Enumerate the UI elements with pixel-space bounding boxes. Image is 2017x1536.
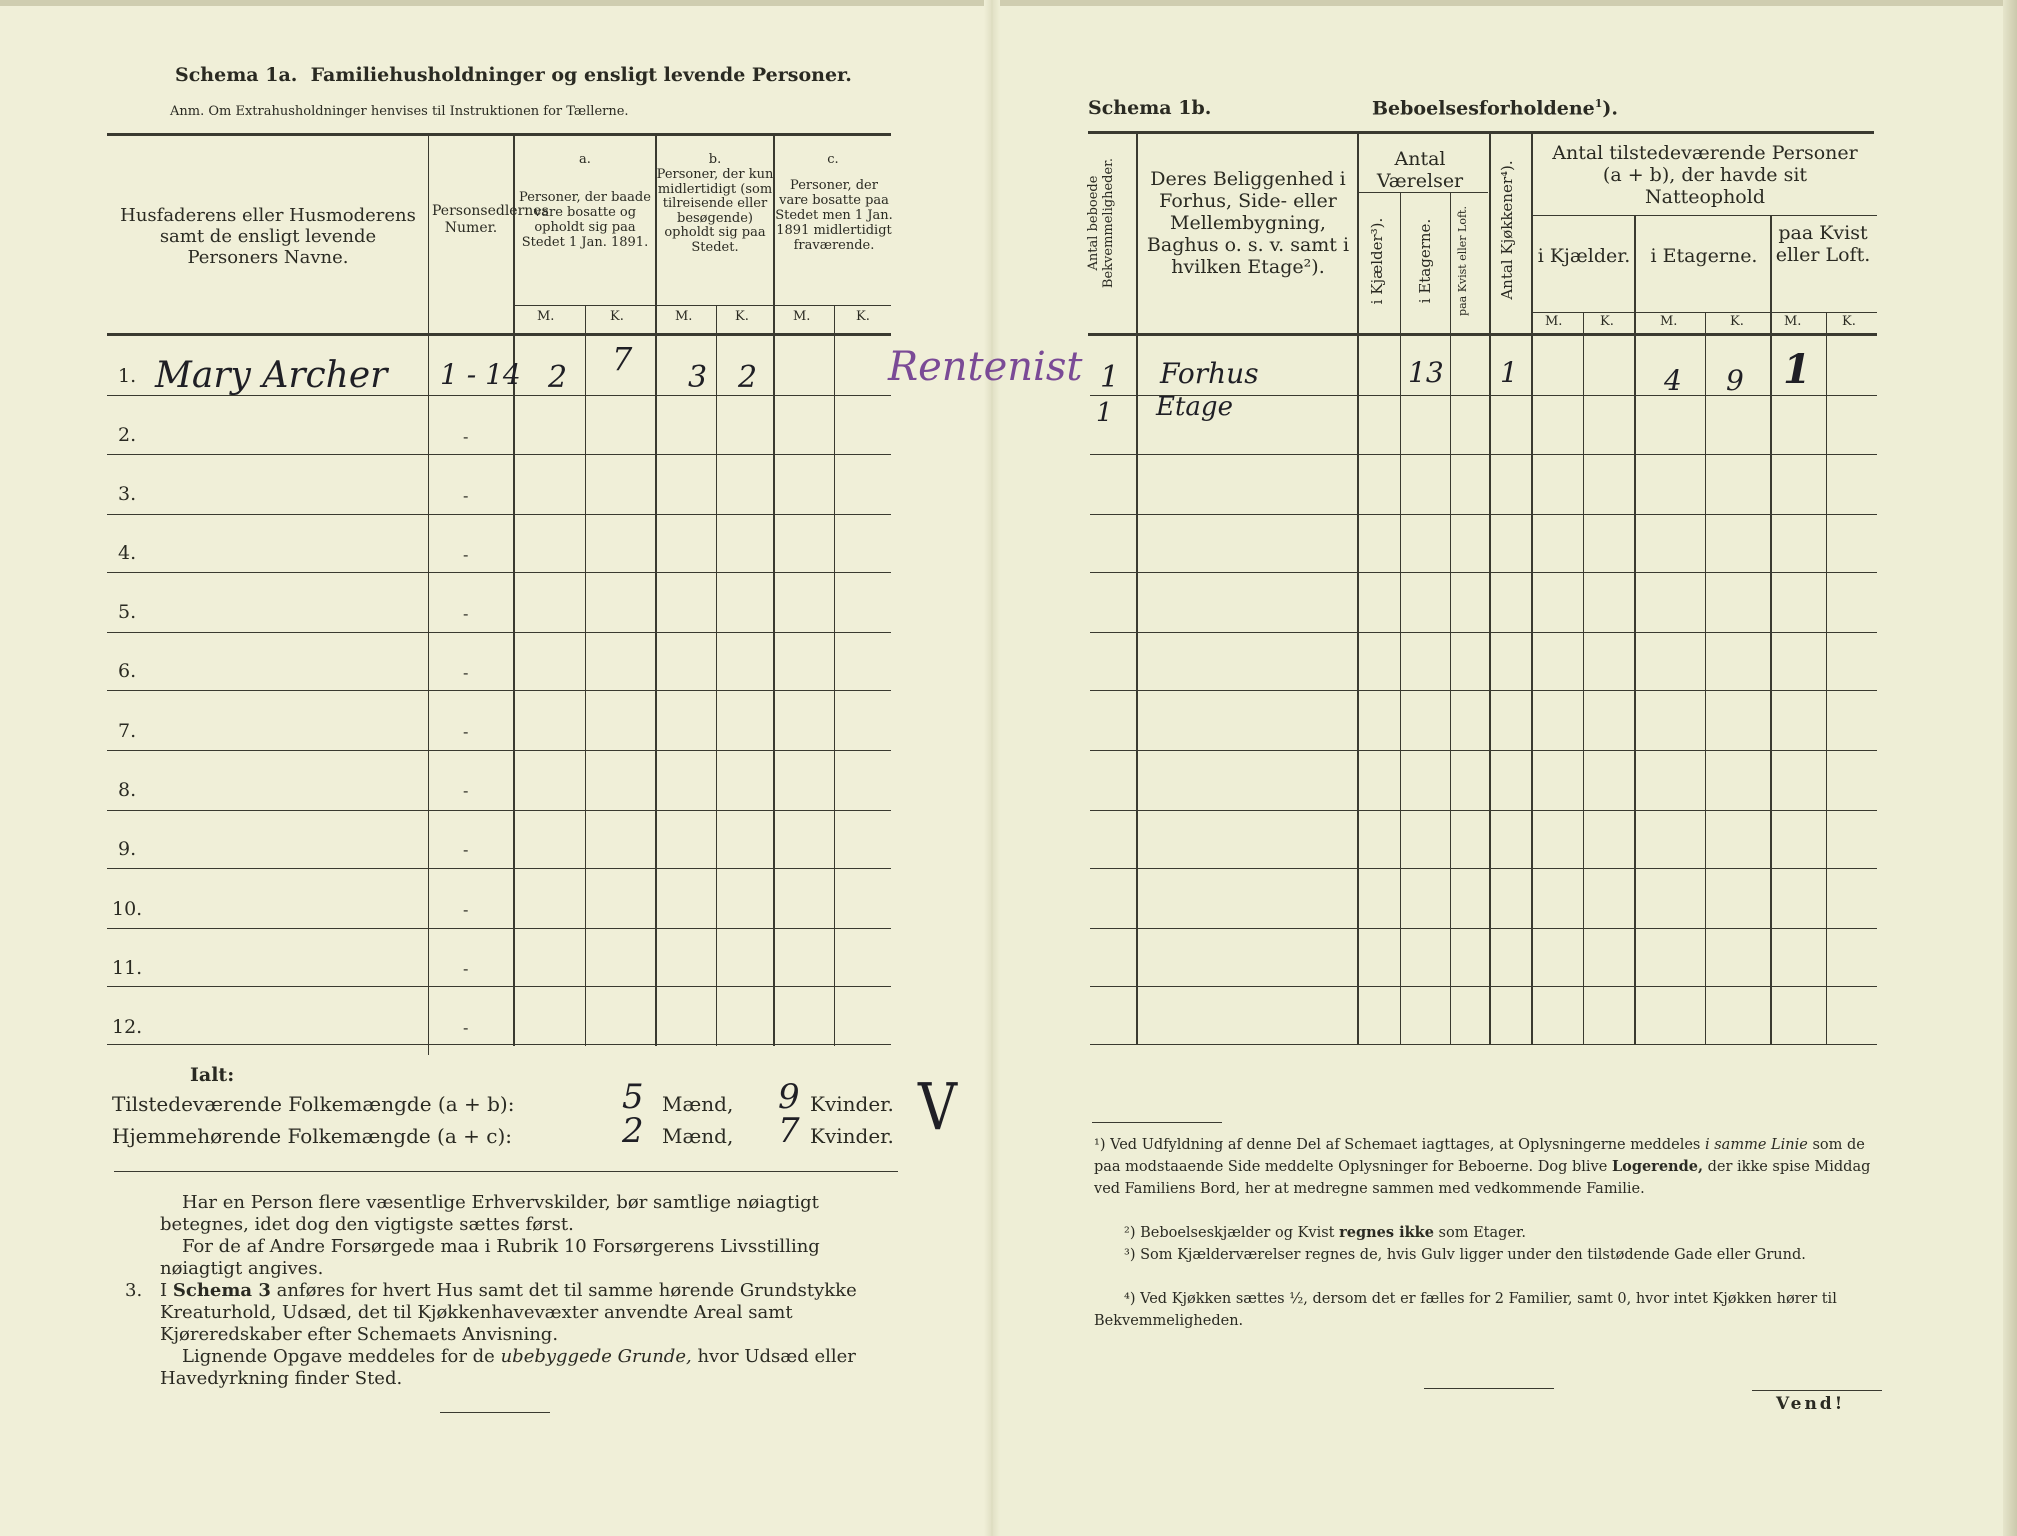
instruction-4-emph: ubebyggede Grunde,: [500, 1346, 692, 1367]
paper-top-edge: [0, 0, 2017, 6]
kjael-m-label: M.: [1545, 314, 1563, 329]
c-m-label: M.: [793, 309, 811, 324]
row-rule: [107, 928, 891, 929]
instruction-3: [160, 1280, 898, 1346]
col-a-letter: a.: [579, 152, 591, 167]
hjemme-label: Hjemmehørende Folkemængde (a + c):: [112, 1124, 512, 1148]
footnote-1-emph: i samme Linie: [1704, 1137, 1808, 1153]
footnote-1-part-a: ¹) Ved Udfyldning af denne Del af Schemaet iagttages, at Oplysningerne meddeles: [1094, 1137, 1701, 1153]
col-sep-b-mk: [716, 305, 717, 1046]
hjemme-kvinder-value: 7: [778, 1111, 800, 1151]
schema-1b-subtitle-footnote: 1: [1594, 97, 1603, 110]
rcol-sep: [1531, 133, 1533, 1045]
c-k-label: K.: [856, 309, 870, 324]
schema-1b-title: Schema 1b.: [1088, 97, 1212, 119]
col-numer-header: Personsedlernes Numer.: [432, 203, 549, 236]
col-c-letter: c.: [827, 152, 839, 167]
rtable-top-rule: [1088, 131, 1874, 134]
col-tilst-header: Antal tilstedeværende Personer (a + b), der havde sit Natteophold: [1552, 142, 1858, 208]
col-sep-a-mk: [585, 305, 586, 1046]
kvist-male-count: 1: [1783, 346, 1811, 393]
schema-1b-subtitle-end: ).: [1602, 97, 1618, 120]
row-rule: [107, 572, 891, 573]
schema-1a-title: [175, 64, 852, 86]
numer-dash: -: [463, 663, 469, 682]
rrow-rule: [1090, 572, 1877, 573]
col-b-header: Personer, der kun midlertidigt (som tilreisende eller besøgende) opholdt sig paa Stedet.: [656, 167, 774, 255]
kjoek-count: 1: [1500, 356, 1518, 389]
b-k-label: K.: [735, 309, 749, 324]
instruction-4-body: hvor Udsæd eller Havedyrkning finder Sted.: [160, 1346, 856, 1389]
row-number: 2.: [118, 424, 137, 446]
etage-number: 1: [1096, 398, 1113, 428]
numer-dash: -: [463, 781, 469, 800]
rcol-sep: [1583, 313, 1584, 1045]
kvist-m-label: M.: [1784, 314, 1802, 329]
row-number: 6.: [118, 660, 137, 682]
rcol-sep: [1826, 313, 1827, 1045]
numer-dash: -: [463, 840, 469, 859]
footnote-1-part-c: som de paa modstaaende Side meddelte Oplysninger for Beboerne. Dog blive: [1094, 1137, 1865, 1175]
rcol-sep: [1357, 133, 1359, 1045]
col-belig-header: Deres Beliggenhed i Forhus, Side- eller Mellembygning, Baghus o. s. v. samt i hvilken Etage²).: [1146, 168, 1350, 278]
col-i-kjael-header: i Kjælder.: [1537, 245, 1631, 267]
tilstede-kvinder-value: 9: [778, 1077, 800, 1117]
occupation-stamp: Rentenist: [888, 344, 1083, 390]
a-k-label: K.: [610, 309, 624, 324]
left-page-end-rule: [440, 1412, 550, 1413]
etag-m-label: M.: [1660, 314, 1678, 329]
col-a-header: Personer, der baade vare bosatte og opholdt sig paa Stedet 1 Jan. 1891.: [519, 190, 651, 250]
rheader-bottom-rule: [1088, 333, 1877, 336]
rcol-sep: [1136, 133, 1138, 1045]
numer-dash: -: [463, 545, 469, 564]
rrow-rule: [1090, 986, 1877, 987]
row-number: 9.: [118, 838, 137, 860]
rrow-rule: [1090, 514, 1877, 515]
instruction-1: Har en Person flere væsentlige Erhvervskilder, bør samtlige nøiagtigt betegnes, idet dog den vigtigste sættes først.: [160, 1192, 819, 1235]
row-number: 12.: [112, 1016, 143, 1038]
rrow-rule: [1090, 632, 1877, 633]
hjemme-maend-label: Mænd,: [662, 1124, 734, 1148]
col-sep-c-mk: [834, 305, 835, 1046]
rrow-rule: [1090, 454, 1877, 455]
schema-1a-subtitle: Familiehusholdninger og ensligt levende Personer.: [310, 64, 852, 86]
schema-1a-label: Schema 1a.: [175, 64, 298, 86]
row-rule: [107, 1044, 891, 1045]
rrow-rule: [1090, 810, 1877, 811]
rcol-sep: [1489, 133, 1491, 1045]
a-m-label: M.: [537, 309, 555, 324]
numer-dash: -: [463, 1018, 469, 1037]
numer-dash: -: [463, 604, 469, 623]
bekv-count: 1: [1100, 360, 1120, 395]
col-b-letter: b.: [708, 152, 722, 167]
footnote-1-bold: Logerende,: [1611, 1158, 1704, 1175]
tilstede-maend-value: 5: [622, 1077, 644, 1117]
rrow-rule: [1090, 690, 1877, 691]
tilstede-kvinder-label: Kvinder.: [810, 1092, 894, 1116]
etage-label: Etage: [1156, 392, 1233, 422]
schema-1b-subtitle-text: Beboelsesforholdene: [1372, 97, 1595, 120]
row-rule: [107, 868, 891, 869]
col-names-header: Husfaderens eller Husmoderens samt de ensligt levende Personers Navne.: [120, 205, 416, 268]
a-male-count: 2: [548, 360, 568, 395]
footnote-rule: [1092, 1122, 1222, 1123]
col-paa-kvist-header: paa Kvist eller Loft.: [1775, 222, 1871, 266]
right-page-end-rule: [1424, 1388, 1554, 1389]
row-rule: [107, 514, 891, 515]
kvist-k-label: K.: [1842, 314, 1856, 329]
page-fold: [984, 0, 1000, 1536]
etag-female-count: 9: [1726, 364, 1744, 397]
belig-location: Forhus: [1160, 357, 1259, 390]
numer-dash: -: [463, 722, 469, 741]
instruction-3-schema-ref: Schema 3: [172, 1280, 271, 1301]
household-head-name: Mary Archer: [155, 355, 388, 396]
paper-right-edge: [2003, 0, 2017, 1536]
row-rule: [107, 632, 891, 633]
col-sep-names: [428, 135, 429, 1055]
col-bekv-header: Antal beboede Bekvemmeligheder.: [1086, 157, 1116, 289]
instruction-3-prefix: I: [160, 1280, 168, 1301]
col-vaer-header: Antal Værelser: [1376, 148, 1464, 192]
col-kjoek-header: Antal Kjøkkener⁴).: [1498, 160, 1516, 300]
row-number: 5.: [118, 601, 137, 623]
row-rule: [107, 810, 891, 811]
a-female-count: 7: [612, 340, 633, 378]
rcol-sep: [1634, 216, 1636, 1045]
schema-1a-note: Anm. Om Extrahusholdninger henvises til Instruktionen for Tællerne.: [170, 104, 629, 119]
vend-rule: [1752, 1390, 1882, 1391]
rcol-sep: [1400, 193, 1401, 1045]
row-number: 8.: [118, 779, 137, 801]
rrow-rule: [1090, 750, 1877, 751]
col-c-header: Personer, der vare bosatte paa Stedet men 1 Jan. 1891 midlertidigt fraværende.: [775, 178, 893, 253]
kjael-k-label: K.: [1600, 314, 1614, 329]
footnote-4: ⁴) Ved Kjøkken sættes ½, dersom det er fælles for 2 Familier, samt 0, hvor intet Kjøkken hører til Bekvemmeligheden.: [1094, 1291, 1837, 1329]
b-m-label: M.: [675, 309, 693, 324]
footnote-3: ³) Som Kjælderværelser regnes de, hvis Gulv ligger under den tilstødende Gade eller Grund.: [1124, 1247, 1806, 1263]
col-sep-b: [773, 135, 775, 1046]
tilst-group-rule: [1532, 215, 1877, 216]
person-numbers: 1 - 14: [440, 358, 521, 391]
schema-1b-subtitle: [1372, 97, 1618, 119]
instruction-4-prefix: Lignende Opgave meddeles for de: [182, 1346, 495, 1367]
vaer-group-rule: [1358, 192, 1488, 193]
numer-dash: -: [463, 959, 469, 978]
col-etag-header: i Etagerne.: [1416, 218, 1434, 304]
row-number: 7.: [118, 720, 137, 742]
check-mark: V: [918, 1069, 957, 1146]
tilstede-maend-label: Mænd,: [662, 1092, 734, 1116]
instruction-4: [160, 1346, 898, 1390]
ialt-label: Ialt:: [190, 1064, 235, 1086]
row-number: 3.: [118, 483, 137, 505]
col-kjaelder-header: i Kjælder³).: [1368, 217, 1386, 305]
footnote-1: [1094, 1134, 1881, 1200]
vend-label: Vend!: [1776, 1394, 1846, 1414]
row-rule: [107, 454, 891, 455]
col-sep-numer: [513, 135, 515, 1046]
footnote-2-bold: regnes ikke: [1339, 1224, 1434, 1241]
hjemme-maend-value: 2: [622, 1111, 644, 1151]
row-number: 11.: [112, 957, 143, 979]
hjemme-kvinder-label: Kvinder.: [810, 1124, 894, 1148]
row-rule: [107, 986, 891, 987]
etag-male-count: 4: [1664, 364, 1682, 397]
rrow-rule: [1090, 1044, 1877, 1045]
b-female-count: 2: [738, 360, 758, 395]
numer-dash: -: [463, 427, 469, 446]
footnote-1-part-e: der ikke spise Middag ved Familiens Bord, her at medregne sammen med vedkommende Familie.: [1094, 1159, 1871, 1197]
b-male-count: 3: [688, 360, 708, 395]
numer-dash: -: [463, 900, 469, 919]
col-kvist-header: paa Kvist eller Loft.: [1456, 206, 1469, 316]
row-rule: [107, 750, 891, 751]
instruction-3-body: anføres for hvert Hus samt det til samme hørende Grundstykke Kreaturhold, Udsæd, det til Kjøkkenhavevæxter anvendte Areal samt Kjøreredskaber efter Schemaets Anvisning.: [160, 1280, 857, 1345]
rrow-rule: [1090, 868, 1877, 869]
footnote-2-part-c: som Etager.: [1438, 1225, 1526, 1241]
rcol-sep: [1705, 313, 1706, 1045]
etag-k-label: K.: [1730, 314, 1744, 329]
rcol-sep: [1770, 216, 1772, 1045]
row-number: 10.: [112, 898, 143, 920]
col-sep-a: [655, 135, 657, 1046]
row-rule: [107, 690, 891, 691]
numer-dash: -: [463, 486, 469, 505]
rrow-rule: [1090, 928, 1877, 929]
instruction-3-number: 3.: [125, 1280, 143, 1301]
rcol-sep: [1450, 193, 1451, 1045]
footnote-2-part-a: ²) Beboelseskjælder og Kvist: [1124, 1225, 1335, 1241]
row-number: 1.: [118, 365, 137, 387]
tilstede-label: Tilstedeværende Folkemængde (a + b):: [112, 1092, 515, 1116]
row-number: 4.: [118, 542, 137, 564]
instruction-2: For de af Andre Forsørgede maa i Rubrik 10 Forsørgerens Livsstilling nøiagtigt angives.: [160, 1236, 820, 1279]
etag-vaer-count: 13: [1408, 356, 1444, 389]
totals-bottom-rule: [114, 1171, 898, 1172]
footnote-2: [1094, 1222, 1881, 1244]
col-i-etag-header: i Etagerne.: [1650, 245, 1758, 267]
